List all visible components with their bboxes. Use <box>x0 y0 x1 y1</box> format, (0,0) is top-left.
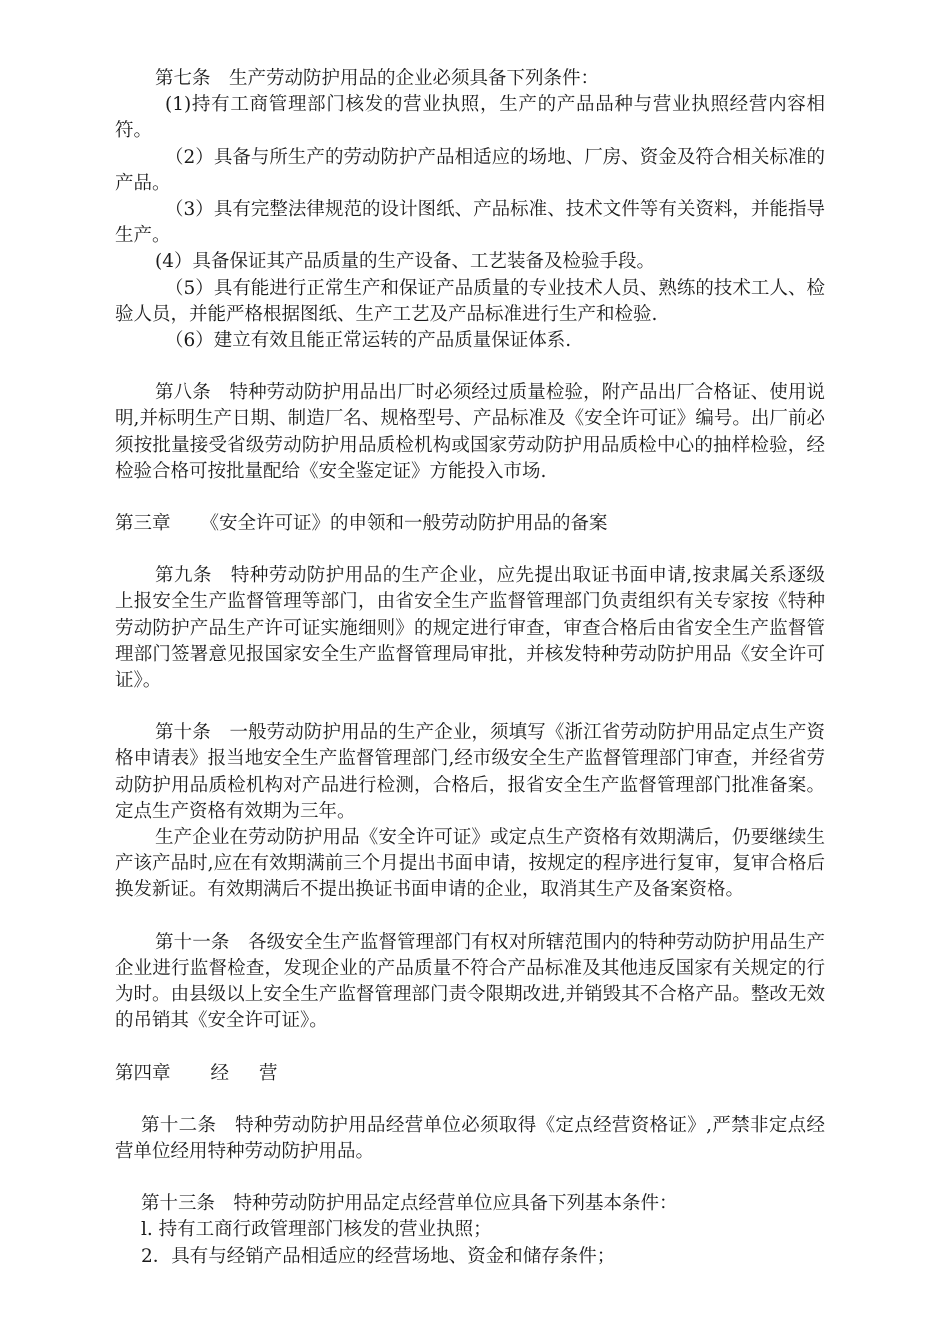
spacer <box>115 354 825 380</box>
chapter-3-heading <box>115 511 825 537</box>
article-7-item-6: （6）建立有效且能正常运转的产品质量保证体系. <box>165 330 572 352</box>
spacer <box>115 1087 825 1113</box>
chapter-4-title-a: 经 <box>210 1062 230 1084</box>
spacer <box>115 1035 825 1061</box>
spacer <box>115 694 825 720</box>
article-11: 第十一条 各级安全生产监督管理部门有权对所辖范围内的特种劳动防护用品生产企业进行监督检查，发现企业的产品质量不符合产品标准及其他违反国家有关规定的行为时。由县级以上安全生产监督管理部门责令限期改进,并销毁其不合格产品。整改无效的吊销其《安全许可证》。 <box>115 931 825 1032</box>
article-7-item-3: （3）具有完整法律规范的设计图纸、产品标准、技术文件等有关资料，并能指导生产。 <box>115 199 825 247</box>
chapter-4-label: 第四章 <box>115 1062 171 1084</box>
article-9: 第九条 特种劳动防护用品的生产企业，应先提出取证书面申请,按隶属关系逐级上报安全生产监督管理等部门，由省安全生产监督管理部门负责组织有关专家按《特种劳动防护产品生产许可证实施细则》的规定进行审查，审查合格后由省安全生产监督管理部门签署意见报国家安全生产监督管理局审批，并核发特种劳动防护用品《安全许可证》。 <box>115 565 825 692</box>
spacer <box>115 485 825 511</box>
chapter-4-title-b: 营 <box>259 1062 278 1084</box>
article-13-item-1: l. 持有工商行政管理部门核发的营业执照； <box>141 1219 492 1241</box>
article-7-item-5: （5）具有能进行正常生产和保证产品质量的专业技术人员、熟练的技术工人、检验人员，并能严格根据图纸、生产工艺及产品标准进行生产和检验. <box>115 277 825 325</box>
article-10: 第十条 一般劳动防护用品的生产企业，须填写《浙江省劳动防护用品定点生产资格申请表》报当地安全生产监督管理部门,经市级安全生产监督管理部门审查，并经省劳动防护用品质检机构对产品进行检测，合格后，报省安全生产监督管理部门批准备案。定点生产资格有效期为三年。 <box>115 722 825 822</box>
article-7-item-4: (4）具备保证其产品质量的生产设备、工艺装备及检验手段。 <box>155 251 655 273</box>
chapter-3-title: 《安全许可证》的申领和一般劳动防护用品的备案 <box>200 513 608 535</box>
spacer <box>115 904 825 930</box>
article-13-title: 第十三条 特种劳动防护用品定点经营单位应具备下列基本条件： <box>141 1193 678 1215</box>
spacer <box>115 1165 825 1191</box>
article-7-title: 第七条 生产劳动防护用品的企业必须具备下列条件： <box>155 68 600 89</box>
chapter-4-heading <box>115 1061 825 1087</box>
document-page <box>115 66 825 1270</box>
article-12: 第十二条 特种劳动防护用品经营单位必须取得《定点经营资格证》,严禁非定点经营单位经用特种劳动防护用品。 <box>115 1114 825 1162</box>
article-8: 第八条 特种劳动防护用品出厂时必须经过质量检验，附产品出厂合格证、使用说明,并标明生产日期、制造厂名、规格型号、产品标准及《安全许可证》编号。出厂前必须按批量接受省级劳动防护用品质检机构或国家劳动防护用品质检中心的抽样检验，经检验合格可按批量配给《安全鉴定证》方能投入市场. <box>115 382 825 482</box>
spacer <box>115 537 825 563</box>
article-7-item-2: （2）具备与所生产的劳动防护产品相适应的场地、厂房、资金及符合相关标准的产品。 <box>115 146 825 194</box>
article-7-item-1: (1)持有工商管理部门核发的营业执照，生产的产品品种与营业执照经营内容相符。 <box>115 94 825 142</box>
article-10-continued: 生产企业在劳动防护用品《安全许可证》或定点生产资格有效期满后，仍要继续生产该产品时,应在有效期满前三个月提出书面申请，按规定的程序进行复审，复审合格后换发新证。有效期满后不提出换证书面申请的企业，取消其生产及备案资格。 <box>115 827 825 901</box>
article-13-item-2: 2．具有与经销产品相适应的经营场地、资金和储存条件； <box>141 1245 616 1267</box>
chapter-3-label: 第三章 <box>115 513 171 535</box>
